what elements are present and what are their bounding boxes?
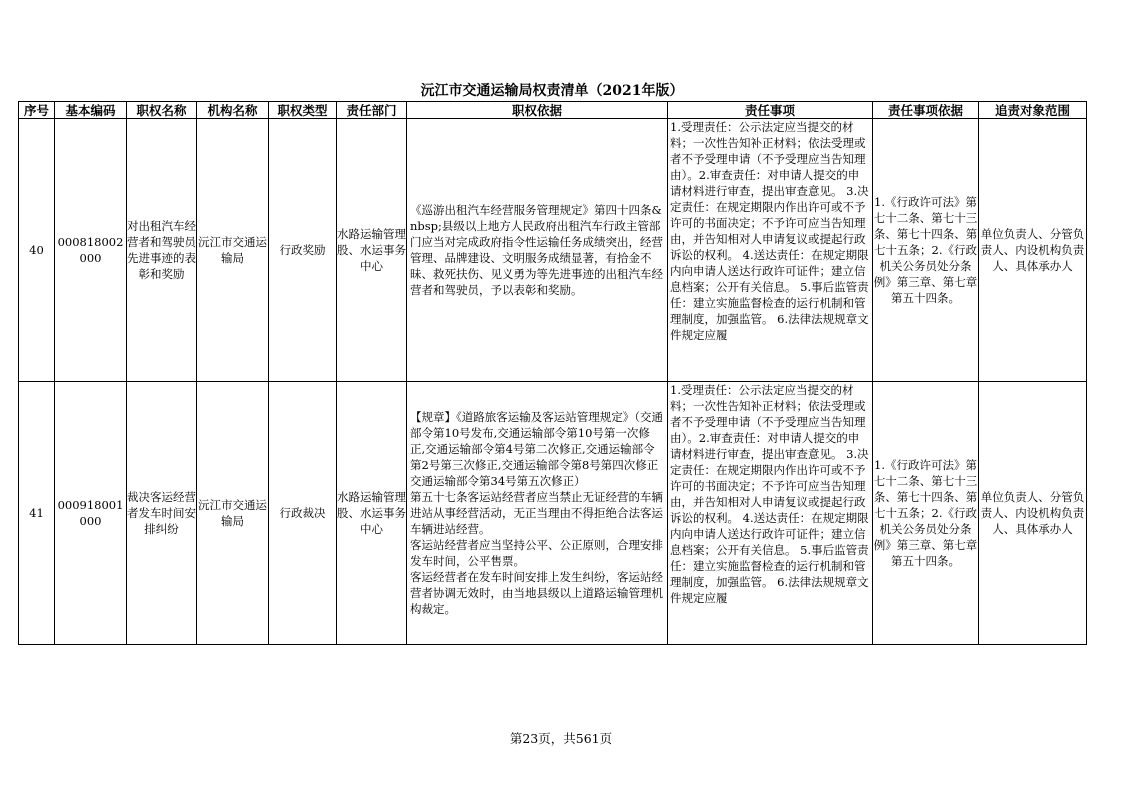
header-power-type: 职权类型 <box>269 102 337 119</box>
header-dept: 责任部门 <box>337 102 407 119</box>
header-basis: 职权依据 <box>407 102 668 119</box>
duty-list-table <box>18 101 1087 645</box>
cell-duty-basis: 1.《行政许可法》第七十二条、第七十三条、第七十四条、第七十五条；2.《行政机关公务员处分条例》第三章、第七章第五十四条。 <box>873 119 979 382</box>
cell-dept: 水路运输管理股、水运事务中心 <box>337 382 407 645</box>
table-row <box>19 382 1087 645</box>
header-code: 基本编码 <box>55 102 127 119</box>
basis-paragraph: 第五十七条客运站经营者应当禁止无证经营的车辆进站从事经营活动，无正当理由不得拒绝合法客运车辆进站经营。 <box>410 490 663 536</box>
basis-paragraph: 【规章】《道路旅客运输及客运站管理规定》（交通部令第10号发布,交通运输部令第10号第一次修正,交通运输部令第4号第二次修正,交通运输部令第2号第三次修正,交通运输部令第8号第四次修正交通运输部令第34号第五次修正） <box>410 410 663 488</box>
cell-seq: 40 <box>19 119 55 382</box>
header-duty: 责任事项 <box>668 102 873 119</box>
document-title: 沅江市交通运输局权责清单（2021年版） <box>420 83 684 99</box>
table-row <box>19 119 1087 382</box>
cell-org-name: 沅江市交通运输局 <box>197 119 269 382</box>
header-power-name: 职权名称 <box>127 102 197 119</box>
cell-seq: 41 <box>19 382 55 645</box>
duty-text: 1.受理责任：公示法定应当提交的材料；一次性告知补正材料；依法受理或者不予受理申请（不予受理应当告知理由）。2.审查责任：对申请人提交的申请材料进行审查，提出审查意见。 3.决定责任：在规定期限内作出许可或不予许可的书面决定；不予许可应当告知理由，并告知相对人申请复议或提起行政诉讼的权利。 4.送达责任：在规定期限内向申请人送达行政许可证件；建立信息档案；公开有关信息。 5.事后监管责任：建立实施监督检查的运行机制和管理制度，加强监管。 6.法律法规规章文件规定应履 <box>670 383 869 605</box>
header-seq: 序号 <box>19 102 55 119</box>
duty-text: 1.受理责任：公示法定应当提交的材料；一次性告知补正材料；依法受理或者不予受理申请（不予受理应当告知理由）。2.审查责任：对申请人提交的申请材料进行审查，提出审查意见。 3.决定责任：在规定期限内作出许可或不予许可的书面决定；不予许可应当告知理由，并告知相对人申请复议或提起行政诉讼的权利。 4.送达责任：在规定期限内向申请人送达行政许可证件；建立信息档案；公开有关信息。 5.事后监管责任：建立实施监督检查的运行机制和管理制度，加强监管。 6.法律法规规章文件规定应履 <box>670 120 869 342</box>
cell-power-type: 行政奖励 <box>269 119 337 382</box>
cell-power-name: 对出租汽车经营者和驾驶员先进事迹的表彰和奖励 <box>127 119 197 382</box>
cell-code: 000818002000 <box>55 119 127 382</box>
basis-paragraph: 客运经营者在发车时间安排上发生纠纷，客运站经营者协调无效时，由当地县级以上道路运输管理机构裁定。 <box>410 570 663 616</box>
cell-basis: 《巡游出租汽车经营服务管理规定》第四十四条&nbsp;县级以上地方人民政府出租汽车行政主管部门应当对完成政府指令性运输任务成绩突出，经营管理、品牌建设、文明服务成绩显著，有拾金不昧、救死扶伤、见义勇为等先进事迹的出租汽车经营者和驾驶员，予以表彰和奖励。 <box>407 119 668 382</box>
cell-basis <box>407 382 668 645</box>
cell-scope: 单位负责人、分管负责人、内设机构负责人、具体承办人 <box>979 382 1087 645</box>
cell-power-type: 行政裁决 <box>269 382 337 645</box>
header-org-name: 机构名称 <box>197 102 269 119</box>
header-scope: 追责对象范围 <box>979 102 1087 119</box>
cell-dept: 水路运输管理股、水运事务中心 <box>337 119 407 382</box>
cell-duty-basis: 1.《行政许可法》第七十二条、第七十三条、第七十四条、第七十五条；2.《行政机关公务员处分条例》第三章、第七章第五十四条。 <box>873 382 979 645</box>
basis-paragraph: 客运站经营者应当坚持公平、公正原则，合理安排发车时间，公平售票。 <box>410 538 663 568</box>
cell-duty <box>668 119 873 382</box>
cell-scope: 单位负责人、分管负责人、内设机构负责人、具体承办人 <box>979 119 1087 382</box>
cell-org-name: 沅江市交通运输局 <box>197 382 269 645</box>
table-header-row <box>19 102 1087 119</box>
cell-power-name: 裁决客运经营者发车时间安排纠纷 <box>127 382 197 645</box>
cell-code: 000918001000 <box>55 382 127 645</box>
cell-duty <box>668 382 873 645</box>
page-number: 第23页，共561页 <box>509 731 613 746</box>
header-duty-basis: 责任事项依据 <box>873 102 979 119</box>
